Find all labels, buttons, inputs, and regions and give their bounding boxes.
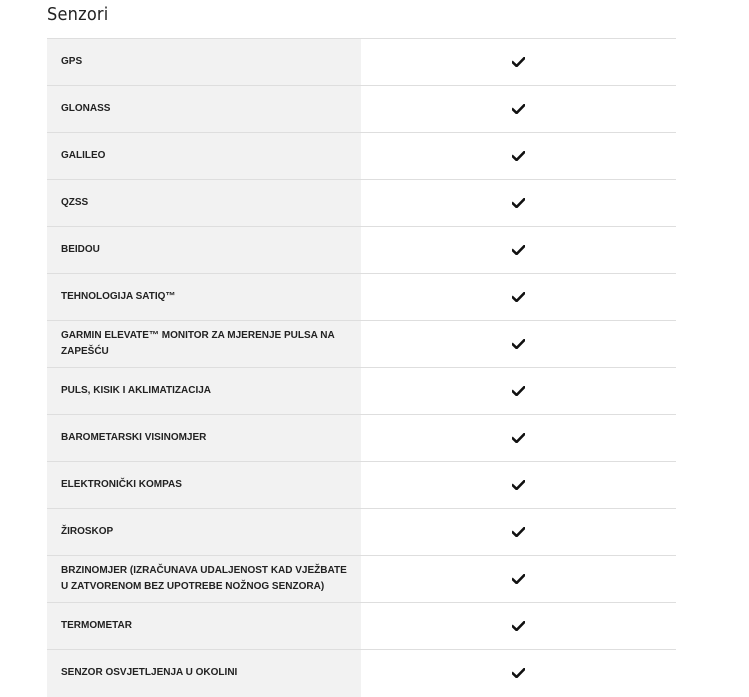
spec-row — [47, 368, 676, 415]
spec-row-value — [361, 180, 676, 227]
spec-row-label: TERMOMETAR — [47, 603, 361, 650]
spec-row — [47, 509, 676, 556]
checkmark-icon — [512, 53, 525, 70]
spec-row-label: SENZOR OSVJETLJENJA U OKOLINI — [47, 650, 361, 697]
spec-row-label: PULS, KISIK I AKLIMATIZACIJA — [47, 368, 361, 415]
spec-row-label: BAROMETARSKI VISINOMJER — [47, 415, 361, 462]
spec-row-value — [361, 321, 676, 368]
spec-row-value — [361, 462, 676, 509]
spec-row-value — [361, 509, 676, 556]
spec-row — [47, 227, 676, 274]
spec-row-label: ELEKTRONIČKI KOMPAS — [47, 462, 361, 509]
spec-row-label: QZSS — [47, 180, 361, 227]
spec-row-value — [361, 274, 676, 321]
spec-row-label: ŽIROSKOP — [47, 509, 361, 556]
checkmark-icon — [512, 241, 525, 258]
sensors-spec-table — [47, 38, 676, 697]
spec-row — [47, 274, 676, 321]
checkmark-icon — [512, 382, 525, 399]
spec-row — [47, 180, 676, 227]
spec-row — [47, 86, 676, 133]
spec-row-label: GARMIN ELEVATE™ MONITOR ZA MJERENJE PULSA NA ZAPEŠĆU — [47, 321, 361, 368]
spec-row-value — [361, 368, 676, 415]
checkmark-icon — [512, 194, 525, 211]
spec-row-value — [361, 39, 676, 86]
checkmark-icon — [512, 147, 525, 164]
checkmark-icon — [512, 288, 525, 305]
spec-row-value — [361, 603, 676, 650]
spec-row-label: GPS — [47, 39, 361, 86]
checkmark-icon — [512, 476, 525, 493]
spec-row-value — [361, 86, 676, 133]
spec-row — [47, 415, 676, 462]
spec-row-value — [361, 133, 676, 180]
spec-row-label: GLONASS — [47, 86, 361, 133]
spec-row — [47, 556, 676, 603]
spec-row — [47, 39, 676, 86]
spec-row-value — [361, 556, 676, 603]
spec-row-value — [361, 415, 676, 462]
spec-row-value — [361, 650, 676, 697]
spec-row-label: BRZINOMJER (IZRAČUNAVA UDALJENOST KAD VJEŽBATE U ZATVORENOM BEZ UPOTREBE NOŽNOG SENZORA) — [47, 556, 361, 603]
spec-row — [47, 321, 676, 368]
checkmark-icon — [512, 335, 525, 352]
spec-row — [47, 133, 676, 180]
spec-row-label: BEIDOU — [47, 227, 361, 274]
spec-row — [47, 603, 676, 650]
checkmark-icon — [512, 429, 525, 446]
checkmark-icon — [512, 100, 525, 117]
spec-table-body — [47, 39, 676, 697]
spec-row — [47, 650, 676, 697]
section-title: Senzori — [47, 4, 109, 25]
checkmark-icon — [512, 523, 525, 540]
checkmark-icon — [512, 664, 525, 681]
spec-row-value — [361, 227, 676, 274]
checkmark-icon — [512, 570, 525, 587]
spec-row — [47, 462, 676, 509]
spec-row-label: GALILEO — [47, 133, 361, 180]
checkmark-icon — [512, 617, 525, 634]
spec-row-label: TEHNOLOGIJA SATIQ™ — [47, 274, 361, 321]
